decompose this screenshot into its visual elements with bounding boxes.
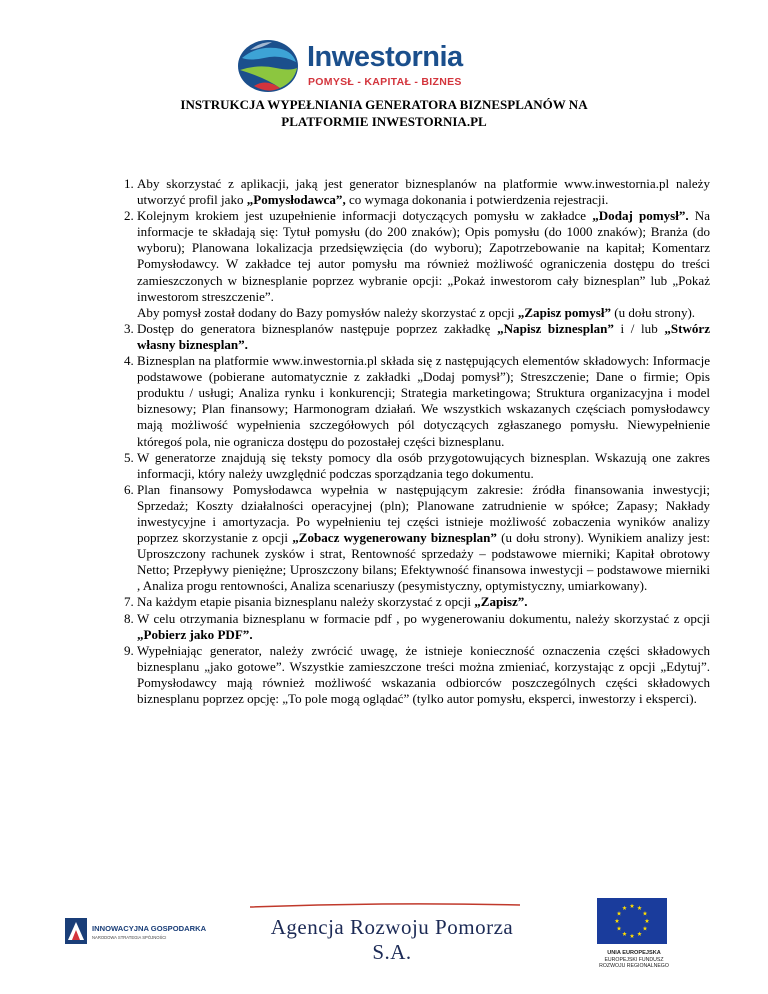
inwestornia-logo xyxy=(236,38,506,94)
eu-line-2: EUROPEJSKI FUNDUSZ xyxy=(604,957,664,963)
eu-star xyxy=(622,932,627,936)
step-keyword: „Pobierz jako PDF”. xyxy=(137,626,253,642)
step-text: Plan finansowy Pomysłodawca wypełnia w następującym zakresie: źródła finansowania inwestycji; Sprzedaż; Koszty działalności operacyjnej (pln); Planowane zatrudnienie w spółce; Zapasy; Nakłady inwestycyjne i amortyzacja. Po wypełnieniu tej części istnieje możliwość zobaczenia wyników analizy poprzez skorzystanie z opcji xyxy=(137,481,710,546)
eu-logo xyxy=(589,898,679,968)
step-item xyxy=(137,643,710,707)
title-line-2: PLATFORMIE INWESTORNIA.PL xyxy=(281,114,487,129)
eu-star xyxy=(630,934,635,938)
step-item xyxy=(137,353,710,450)
step-item xyxy=(137,450,710,482)
document-title xyxy=(100,96,668,130)
eu-stars-icon xyxy=(597,898,667,944)
footer-divider xyxy=(250,902,520,908)
step-text: (u dołu strony). Wynikiem analizy jest: Uproszczony rachunek zysków i strat, Rentowność sprzedaży – podstawowe mierniki; Kapitał obrotowy Netto; Przepływy pieniężne; Uproszczony bilans; Efektywność finansowa inwestycji – podstawowe mierniki , Analiza progu rentowności, Analiza scenariuszy (pesymistyczny, optymistyczny, umiarkowany). xyxy=(137,530,710,594)
step-keyword: „Pomysłodawca”, xyxy=(246,192,346,208)
step-keyword: „Zapisz”. xyxy=(474,594,528,610)
step-item xyxy=(137,594,710,610)
step-text: Dostęp do generatora biznesplanów następuje poprzez zakładkę xyxy=(137,320,498,336)
step-item xyxy=(137,321,710,353)
eu-line-1: UNIA EUROPEJSKA xyxy=(607,950,661,956)
step-keyword: „Stwórz własny biznesplan”. xyxy=(137,320,710,352)
ig-subtitle: NARODOWA STRATEGIA SPÓJNOŚCI xyxy=(92,935,167,940)
globe-logo-icon xyxy=(236,38,300,94)
instruction-steps-list xyxy=(109,176,710,707)
innowacyjna-gospodarka-logo xyxy=(64,916,207,946)
step-text: Na informacje te składają się: Tytuł pomysłu (do 200 znaków); Opis pomysłu (do 1000 znaków); Branża (do wyboru); Planowana lokalizacja przedsięwzięcia (do wyboru); Zapotrzebowanie na kapitał; Komentarz Pomysłodawcy. W zakładce tej autor pomysłu ma również możliwość ograniczenia dostępu do treści zamieszczonych w biznesplanie poprzez wybranie opcji: „Pokaż inwestorom cały biznesplan” lub „Pokaż inwestorom streszczenie”. xyxy=(137,208,710,304)
step-keyword: „Zobacz wygenerowany biznesplan” xyxy=(292,530,497,546)
step-text: Biznesplan na platformie www.inwestornia.pl składa się z następujących elementów składowych: Informacje podstawowe (pobierane automatycznie z zakładki „Dodaj pomysł”); Streszczenie; Dane o firmie; Opis produktu / usługi; Analiza rynku i konkurencji; Strategia marketingowa; Struktura organizacyjna i model biznesowy; Plan finansowy; Harmonogram działań. We wszystkich wskazanych częściach pomysłodawcy mają możliwość wypełnienia szczegółowych pól dotyczących zgłaszanego pomysłu. Niewypełnienie któregoś pola, nie ogranicza dostępu do pozostałej części biznesplanu. xyxy=(137,353,710,449)
eu-star xyxy=(643,926,648,930)
step-text: W celu otrzymania biznesplanu w formacie pdf , po wygenerowaniu dokumentu, należy skorzystać z opcji xyxy=(137,610,710,626)
step-item xyxy=(137,176,710,208)
eu-line-3: ROZWOJU REGIONALNEGO xyxy=(599,963,669,969)
step-text: Aby pomysł został dodany do Bazy pomysłów należy skorzystać z opcji xyxy=(137,304,518,320)
logo-tagline: POMYSŁ - KAPITAŁ - BIZNES xyxy=(308,76,462,88)
eu-star xyxy=(630,904,635,908)
eu-flag-icon xyxy=(597,898,667,944)
ig-emblem-icon xyxy=(64,916,90,946)
step-keyword: „Zapisz pomysł” xyxy=(517,304,611,320)
eu-star xyxy=(617,926,622,930)
eu-star xyxy=(615,919,620,923)
step-text: Wypełniając generator, należy zwrócić uwagę, że istnieje konieczność oznaczenia części składowych biznesplanu „jako gotowe”. Wszystkie zamieszczone treści można zmieniać, korzystając z opcji „Edytuj”. Pomysłodawcy mają również możliwość wskazania odbiorców poszczególnych części składowych biznesplanu poprzez opcję: „To pole mogą oglądać” (tylko autor pomysłu, eksperci, inwestorzy i eksperci). xyxy=(137,642,710,706)
step-text: W generatorze znajdują się teksty pomocy dla osób przygotowujących biznesplan. Wskazują one zakres informacji, który należy uwzględnić podczas sporządzania tego dokumentu. xyxy=(137,449,710,481)
step-text: (u dołu strony). xyxy=(611,304,696,320)
step-item xyxy=(137,208,710,321)
eu-star xyxy=(645,919,650,923)
eu-star xyxy=(637,932,642,936)
eu-star xyxy=(622,906,627,910)
ig-title: INNOWACYJNA GOSPODARKA xyxy=(92,924,207,933)
step-item xyxy=(137,611,710,643)
title-line-1: INSTRUKCJA WYPEŁNIANIA GENERATORA BIZNESPLANÓW NA xyxy=(180,97,588,112)
eu-star xyxy=(617,911,622,915)
eu-star xyxy=(637,906,642,910)
logo-name: Inwestornia xyxy=(307,41,463,73)
step-text: Aby skorzystać z aplikacji, jaką jest generator biznesplanów na platformie www.inwestornia.pl należy utworzyć profil jako xyxy=(137,176,710,208)
step-keyword: „Napisz biznesplan” xyxy=(497,320,614,336)
step-item xyxy=(137,482,710,595)
agency-name: Agencja Rozwoju Pomorza S.A. xyxy=(270,915,514,964)
eu-star xyxy=(643,911,648,915)
step-text: Kolejnym krokiem jest uzupełnienie informacji dotyczących pomysłu w zakładce xyxy=(137,208,593,224)
step-text: i / lub xyxy=(613,320,665,336)
step-text: Na każdym etapie pisania biznesplanu należy skorzystać z opcji xyxy=(137,594,475,610)
step-keyword: „Dodaj pomysł”. xyxy=(592,208,689,224)
step-text: co wymaga dokonania i potwierdzenia rejestracji. xyxy=(345,192,609,208)
